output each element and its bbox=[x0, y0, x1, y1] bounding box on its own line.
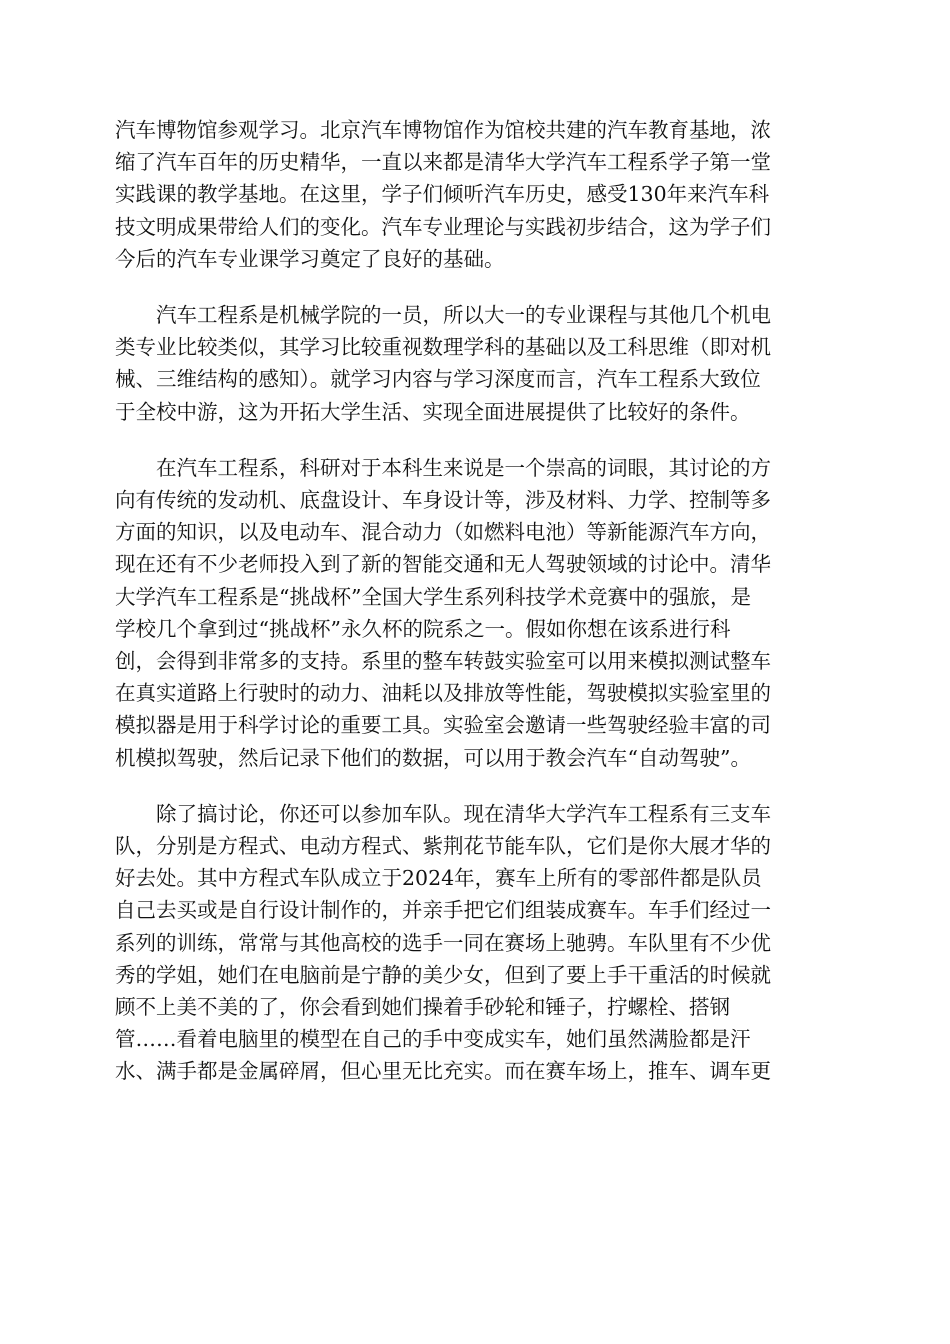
text-line: 于全校中游，这为开拓大学生活、实现全面进展提供了比较好的条件。 bbox=[115, 399, 751, 424]
text-line: 今后的汽车专业课学习奠定了良好的基础。 bbox=[115, 246, 505, 271]
text-line: 在汽车工程系，科研对于本科生来说是一个崇高的词眼，其讨论的方 bbox=[115, 455, 771, 480]
paragraph-first-year-courses bbox=[115, 299, 835, 428]
paragraph-racing-teams bbox=[115, 798, 835, 1088]
text-line: 管……看着电脑里的模型在自己的手中变成实车，她们虽然满脸都是汗 bbox=[115, 1027, 751, 1052]
paragraph-museum-visit bbox=[115, 114, 835, 275]
text-line: 好去处。其中方程式车队成立于2024年，赛车上所有的零部件都是队员 bbox=[115, 866, 762, 891]
text-line: 系列的训练，常常与其他高校的选手一同在赛场上驰骋。车队里有不少优 bbox=[115, 930, 771, 955]
text-line: 创，会得到非常多的支持。系里的整车转鼓实验室可以用来模拟测试整车 bbox=[115, 649, 771, 674]
text-line: 在真实道路上行驶时的动力、油耗以及排放等性能，驾驶模拟实验室里的 bbox=[115, 681, 771, 706]
text-line: 除了搞讨论，你还可以参加车队。现在清华大学汽车工程系有三支车 bbox=[115, 801, 771, 826]
document-body bbox=[115, 114, 835, 1088]
text-line: 水、满手都是金属碎屑，但心里无比充实。而在赛车场上，推车、调车更 bbox=[115, 1059, 771, 1084]
paragraph-gap bbox=[115, 428, 835, 452]
text-line: 械、三维结构的感知）。就学习内容与学习深度而言，汽车工程系大致位 bbox=[115, 367, 761, 392]
text-line: 自己去买或是自行设计制作的，并亲手把它们组装成赛车。车手们经过一 bbox=[115, 898, 771, 923]
paragraph-gap bbox=[115, 774, 835, 798]
text-line: 秀的学姐，她们在电脑前是宁静的美少女，但到了要上手干重活的时候就 bbox=[115, 962, 771, 987]
text-line: 学校几个拿到过“挑战杯”永久杯的院系之一。假如你想在该系进行科 bbox=[115, 616, 731, 641]
paragraph-research bbox=[115, 452, 835, 774]
text-line: 实践课的教学基地。在这里，学子们倾听汽车历史，感受130年来汽车科 bbox=[115, 182, 770, 207]
text-line: 汽车工程系是机械学院的一员，所以大一的专业课程与其他几个机电 bbox=[115, 303, 771, 328]
text-line: 队，分别是方程式、电动方程式、紫荆花节能车队，它们是你大展才华的 bbox=[115, 834, 771, 859]
text-line: 缩了汽车百年的历史精华，一直以来都是清华大学汽车工程系学子第一堂 bbox=[115, 150, 771, 175]
text-line: 方面的知识，以及电动车、混合动力（如燃料电池）等新能源汽车方向， bbox=[115, 520, 771, 545]
text-line: 类专业比较类似，其学习比较重视数理学科的基础以及工科思维（即对机 bbox=[115, 335, 771, 360]
text-line: 向有传统的发动机、底盘设计、车身设计等，涉及材料、力学、控制等多 bbox=[115, 488, 771, 513]
text-line: 技文明成果带给人们的变化。汽车专业理论与实践初步结合，这为学子们 bbox=[115, 214, 771, 239]
text-line: 汽车博物馆参观学习。北京汽车博物馆作为馆校共建的汽车教育基地，浓 bbox=[115, 118, 771, 142]
paragraph-gap bbox=[115, 275, 835, 299]
text-line: 机模拟驾驶，然后记录下他们的数据，可以用于教会汽车“自动驾驶”。 bbox=[115, 745, 751, 770]
text-line: 顾不上美不美的了，你会看到她们操着手砂轮和锤子，拧螺栓、搭钢 bbox=[115, 995, 730, 1020]
text-line: 模拟器是用于科学讨论的重要工具。实验室会邀请一些驾驶经验丰富的司 bbox=[115, 713, 771, 738]
text-line: 大学汽车工程系是“挑战杯”全国大学生系列科技学术竞赛中的强旅，是 bbox=[115, 584, 751, 609]
text-line: 现在还有不少老师投入到了新的智能交通和无人驾驶领域的讨论中。清华 bbox=[115, 552, 771, 577]
